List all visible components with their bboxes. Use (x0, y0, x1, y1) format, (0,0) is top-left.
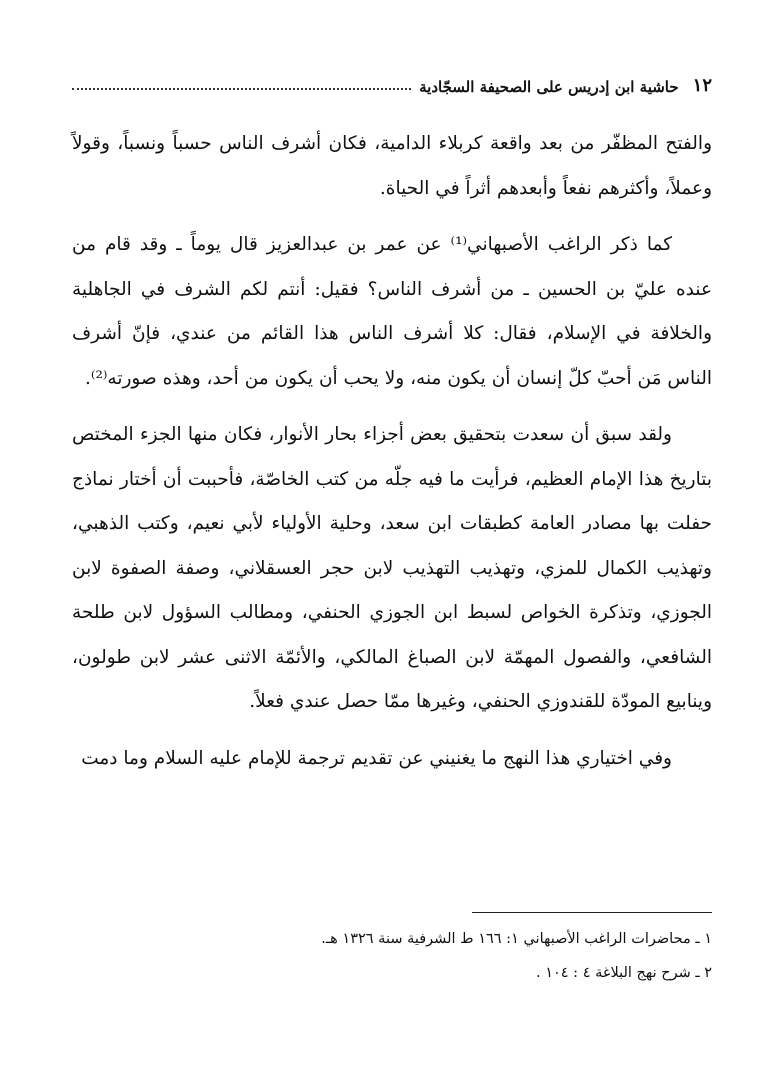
paragraph-3: ولقد سبق أن سعدت بتحقيق بعض أجزاء بحار الأنوار، فكان منها الجزء المختص بتاريخ هذا الإمام العظيم، فرأيت ما فيه جلّه من كتب الخاصّة، فأحببت أن أختار نماذج حفلت بها مصادر العامة كطبقات ابن سعد، وحلية الأولياء لأبي نعيم، وكتب الذهبي، وتهذيب الكمال للمزي، وتهذيب التهذيب لابن حجر العسقلاني، وصفة الصفوة لابن الجوزي، وتذكرة الخواص لسبط ابن الجوزي الحنفي، ومطالب السؤول لابن طلحة الشافعي، والفصول المهمّة لابن الصباغ المالكي، والأئمّة الاثنى عشر لابن طولون، وينابيع المودّة للقندوزي الحنفي، وغيرها ممّا حصل عندي فعلاً. (72, 424, 712, 712)
footnotes (72, 922, 712, 990)
paragraph-4: وفي اختياري هذا النهج ما يغنيني عن تقديم ترجمة للإمام عليه السلام وما دمت (81, 747, 672, 769)
footnote-separator (472, 912, 712, 913)
paragraph-2: كما ذكر الراغب الأصبهاني⁽¹⁾ عن عمر بن عبدالعزيز قال يوماً ـ وقد قام من عنده عليّ بن الحسين ـ من أشرف الناس؟ فقيل: أنتم لكم الشرف في الجاهلية والخلافة في الإسلام، فقال: كلا أشرف الناس هذا القائم من عندي، فإنّ أشرف الناس مَن أحبّ كلّ إنسان أن يكون منه، ولا يحب أن يكون من أحد، وهذه صورته⁽²⁾. (72, 234, 712, 389)
main-text (72, 122, 712, 781)
book-page (72, 60, 712, 1060)
page-header (72, 66, 712, 96)
footnote-2: ٢ ـ شرح نهج البلاغة ٤ : ١٠٤ . (535, 965, 712, 981)
header-leader-dots (72, 87, 411, 90)
page-number: ١٢ (692, 75, 712, 96)
running-title: حاشية ابن إدريس على الصحيفة السجّادية (419, 78, 679, 96)
footnote-1: ١ ـ محاضرات الراغب الأصبهاني ١: ١٦٦ ط الشرفية سنة ١٣٢٦ هـ. (321, 931, 712, 947)
paragraph-1: والفتح المظفّر من بعد واقعة كربلاء الدامية، فكان أشرف الناس حسباً ونسباً، وقولاً وعملاً، وأكثرهم نفعاً وأبعدهم أثراً في الحياة. (72, 133, 712, 199)
